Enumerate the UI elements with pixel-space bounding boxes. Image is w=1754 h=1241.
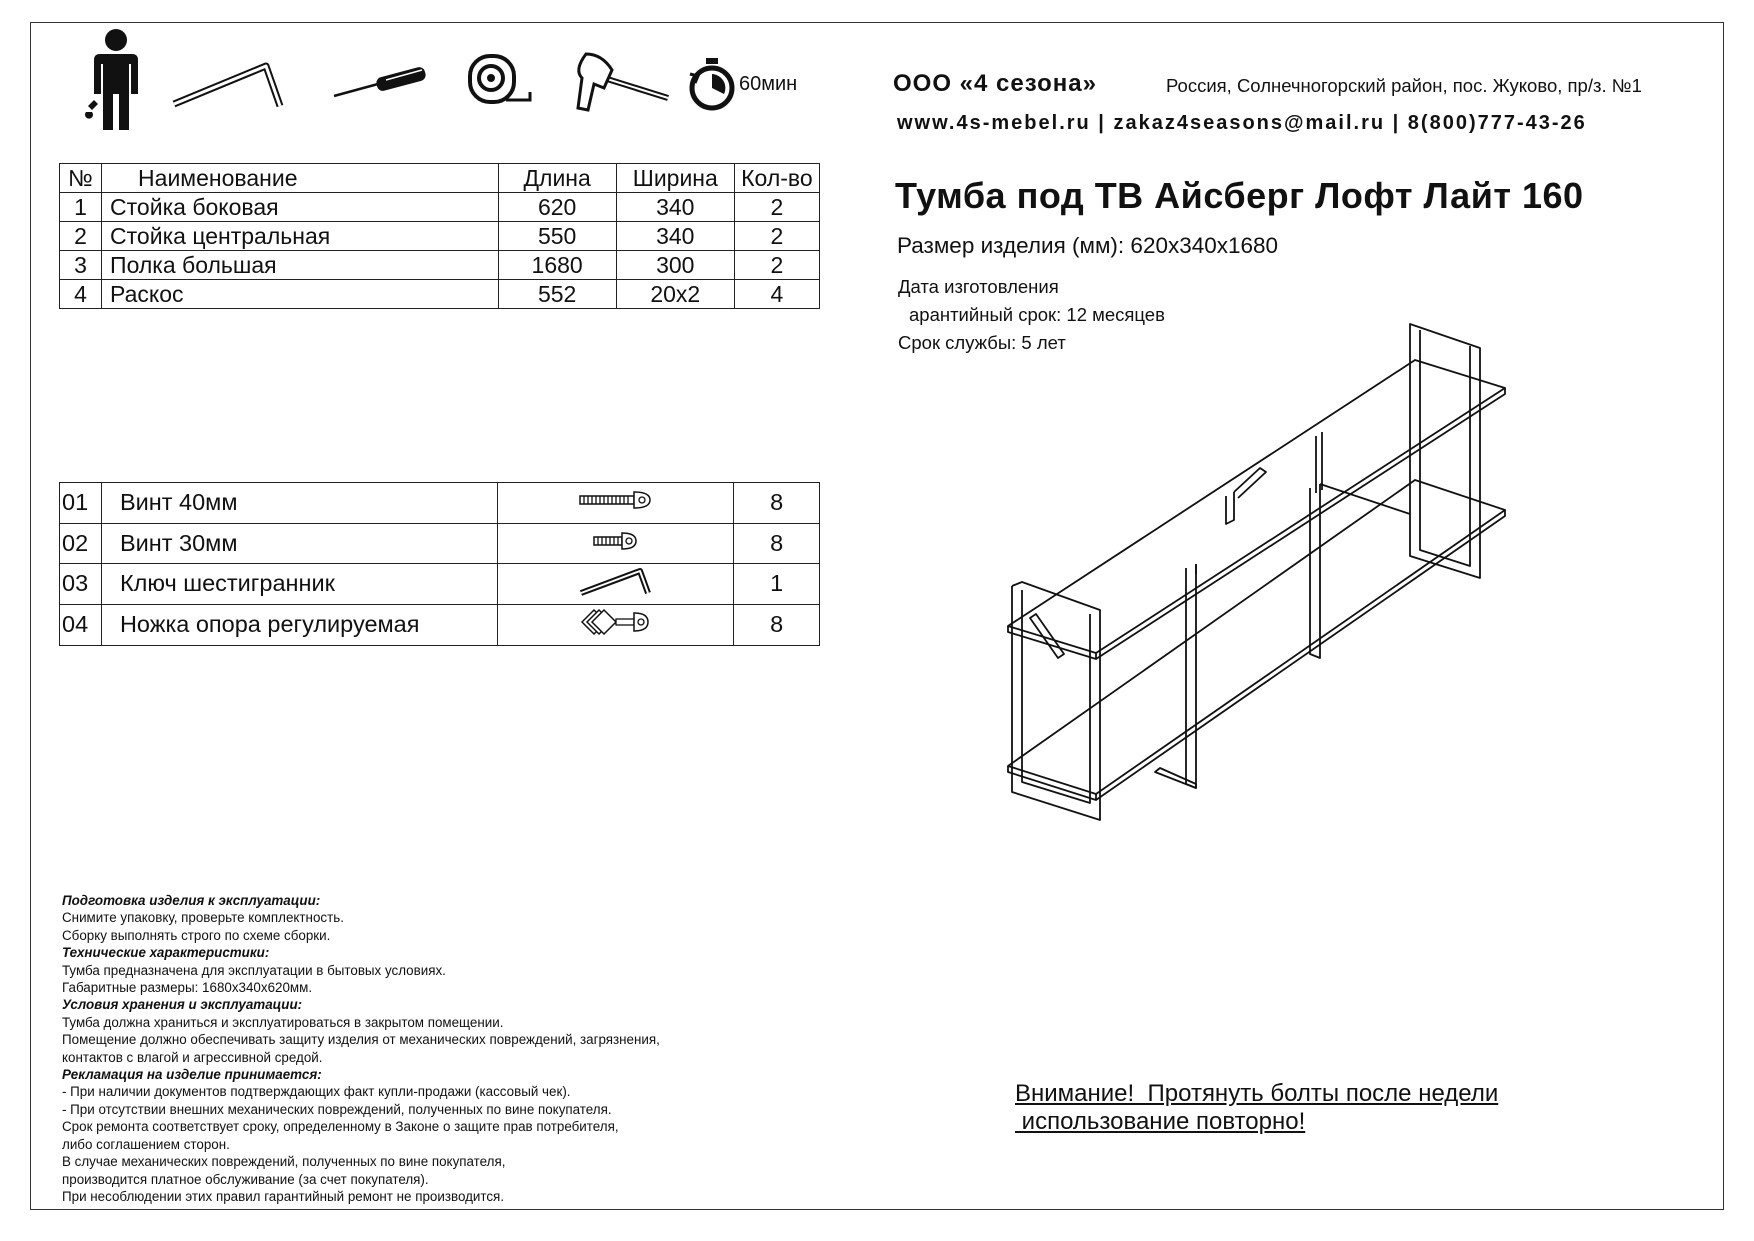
person-icon bbox=[84, 28, 144, 132]
product-size: Размер изделия (мм): 620х340х1680 bbox=[897, 233, 1279, 258]
hardware-code: 03 bbox=[60, 564, 102, 605]
part-name: Стойка боковая bbox=[102, 193, 499, 222]
part-quantity: 2 bbox=[734, 193, 819, 222]
notes-line: Снимите упаковку, проверьте комплектность. bbox=[62, 910, 344, 926]
header-length: Длина bbox=[498, 164, 616, 193]
header-number: № bbox=[60, 164, 102, 193]
part-quantity: 2 bbox=[734, 251, 819, 280]
table-row bbox=[60, 222, 820, 251]
part-width: 20х2 bbox=[616, 280, 734, 309]
table-row bbox=[60, 251, 820, 280]
notes-heading: Условия хранения и эксплуатации: bbox=[62, 997, 303, 1013]
part-length: 1680 bbox=[498, 251, 616, 280]
warning-note bbox=[1015, 1080, 1498, 1136]
header-name: Наименование bbox=[102, 164, 499, 193]
hardware-quantity: 8 bbox=[734, 604, 820, 645]
notes-line: - При отсутствии внешних механических повреждений, полученных по вине покупателя. bbox=[62, 1101, 612, 1117]
company-contacts: www.4s-mebel.ru | zakaz4seasons@mail.ru | 8(800)777-43-26 bbox=[897, 112, 1587, 134]
part-number: 3 bbox=[60, 251, 102, 280]
part-length: 552 bbox=[498, 280, 616, 309]
part-number: 4 bbox=[60, 280, 102, 309]
hammer-icon bbox=[568, 48, 672, 114]
hardware-name: Винт 30мм bbox=[101, 523, 497, 564]
screw-30-icon bbox=[592, 531, 638, 551]
tv-stand-illustration bbox=[990, 318, 1610, 858]
header-quantity: Кол-во bbox=[734, 164, 819, 193]
part-number: 2 bbox=[60, 222, 102, 251]
hardware-quantity: 8 bbox=[734, 483, 820, 524]
notes-line: Тумба должна храниться и эксплуатироваться в закрытом помещении. bbox=[62, 1014, 504, 1030]
tape-measure-icon bbox=[466, 52, 536, 108]
part-quantity: 2 bbox=[734, 222, 819, 251]
part-number: 1 bbox=[60, 193, 102, 222]
screw-40-icon bbox=[578, 490, 652, 510]
manufacture-date: Дата изготовления bbox=[898, 276, 1059, 297]
part-name: Раскос bbox=[102, 280, 499, 309]
hex-key-tool-icon bbox=[170, 60, 285, 112]
part-length: 620 bbox=[498, 193, 616, 222]
part-name: Стойка центральная bbox=[102, 222, 499, 251]
notes-line: либо соглашением сторон. bbox=[62, 1136, 230, 1152]
notes-line: контактов с влагой и агрессивной средой. bbox=[62, 1049, 323, 1065]
screwdriver-icon bbox=[330, 66, 430, 100]
hardware-code: 04 bbox=[60, 604, 102, 645]
part-name: Полка большая bbox=[102, 251, 499, 280]
notes-line: Тумба предназначена для эксплуатации в бытовых условиях. bbox=[62, 962, 446, 978]
service-life: Срок службы: 5 лет bbox=[898, 332, 1066, 353]
table-row bbox=[60, 193, 820, 222]
notes-heading: Подготовка изделия к эксплуатации: bbox=[62, 893, 321, 908]
hardware-quantity: 8 bbox=[734, 523, 820, 564]
hardware-quantity: 1 bbox=[734, 564, 820, 605]
warning-line-2: использование повторно! bbox=[1015, 1108, 1306, 1135]
warning-line-1: Внимание! Протянуть болты после недели bbox=[1015, 1080, 1499, 1107]
hardware-code: 02 bbox=[60, 523, 102, 564]
company-address: Россия, Солнечногорский район, пос. Жуково, пр/з. №1 bbox=[1166, 75, 1642, 96]
hardware-code: 01 bbox=[60, 483, 102, 524]
notes-line: В случае механических повреждений, полученных по вине покупателя, bbox=[62, 1154, 506, 1170]
table-row bbox=[60, 280, 820, 309]
notes-line: Сборку выполнять строго по схеме сборки. bbox=[62, 927, 331, 943]
hardware-name: Ножка опора регулируемая bbox=[101, 604, 497, 645]
part-quantity: 4 bbox=[734, 280, 819, 309]
notes-line: Срок ремонта соответствует сроку, определенному в Законе о защите прав потребителя, bbox=[62, 1119, 619, 1135]
table-row bbox=[60, 604, 820, 645]
product-title: Тумба под ТВ Айсберг Лофт Лайт 160 bbox=[895, 175, 1584, 216]
parts-table bbox=[59, 163, 820, 309]
parts-header-row bbox=[60, 164, 820, 193]
notes-line: производится платное обслуживание (за счет покупателя). bbox=[62, 1171, 429, 1187]
hex-key-icon bbox=[578, 565, 652, 597]
hardware-name: Ключ шестигранник bbox=[101, 564, 497, 605]
company-name: ООО «4 сезона» bbox=[893, 70, 1097, 97]
hardware-name: Винт 40мм bbox=[101, 483, 497, 524]
part-width: 340 bbox=[616, 193, 734, 222]
notes-heading: Технические характеристики: bbox=[62, 945, 270, 961]
warranty-period: арантийный срок: 12 месяцев bbox=[909, 304, 1165, 325]
adjustable-foot-icon bbox=[578, 605, 652, 639]
table-row bbox=[60, 564, 820, 605]
hardware-table bbox=[59, 482, 820, 646]
notes-line: - При наличии документов подтверждающих факт купли-продажи (кассовый чек). bbox=[62, 1084, 571, 1100]
stopwatch-icon bbox=[686, 56, 740, 114]
part-length: 550 bbox=[498, 222, 616, 251]
notes-line: Помещение должно обеспечивать защиту изделия от механических повреждений, загрязнения, bbox=[62, 1032, 660, 1048]
notes-line: Габаритные размеры: 1680х340х620мм. bbox=[62, 980, 313, 996]
header-width: Ширина bbox=[616, 164, 734, 193]
notes-line: При несоблюдении этих правил гарантийный ремонт не производится. bbox=[62, 1188, 505, 1204]
table-row bbox=[60, 483, 820, 524]
part-width: 340 bbox=[616, 222, 734, 251]
notes-heading: Рекламация на изделие принимается: bbox=[62, 1067, 322, 1083]
table-row bbox=[60, 523, 820, 564]
assembly-time: 60мин bbox=[739, 73, 798, 95]
usage-notes bbox=[62, 892, 660, 1205]
part-width: 300 bbox=[616, 251, 734, 280]
